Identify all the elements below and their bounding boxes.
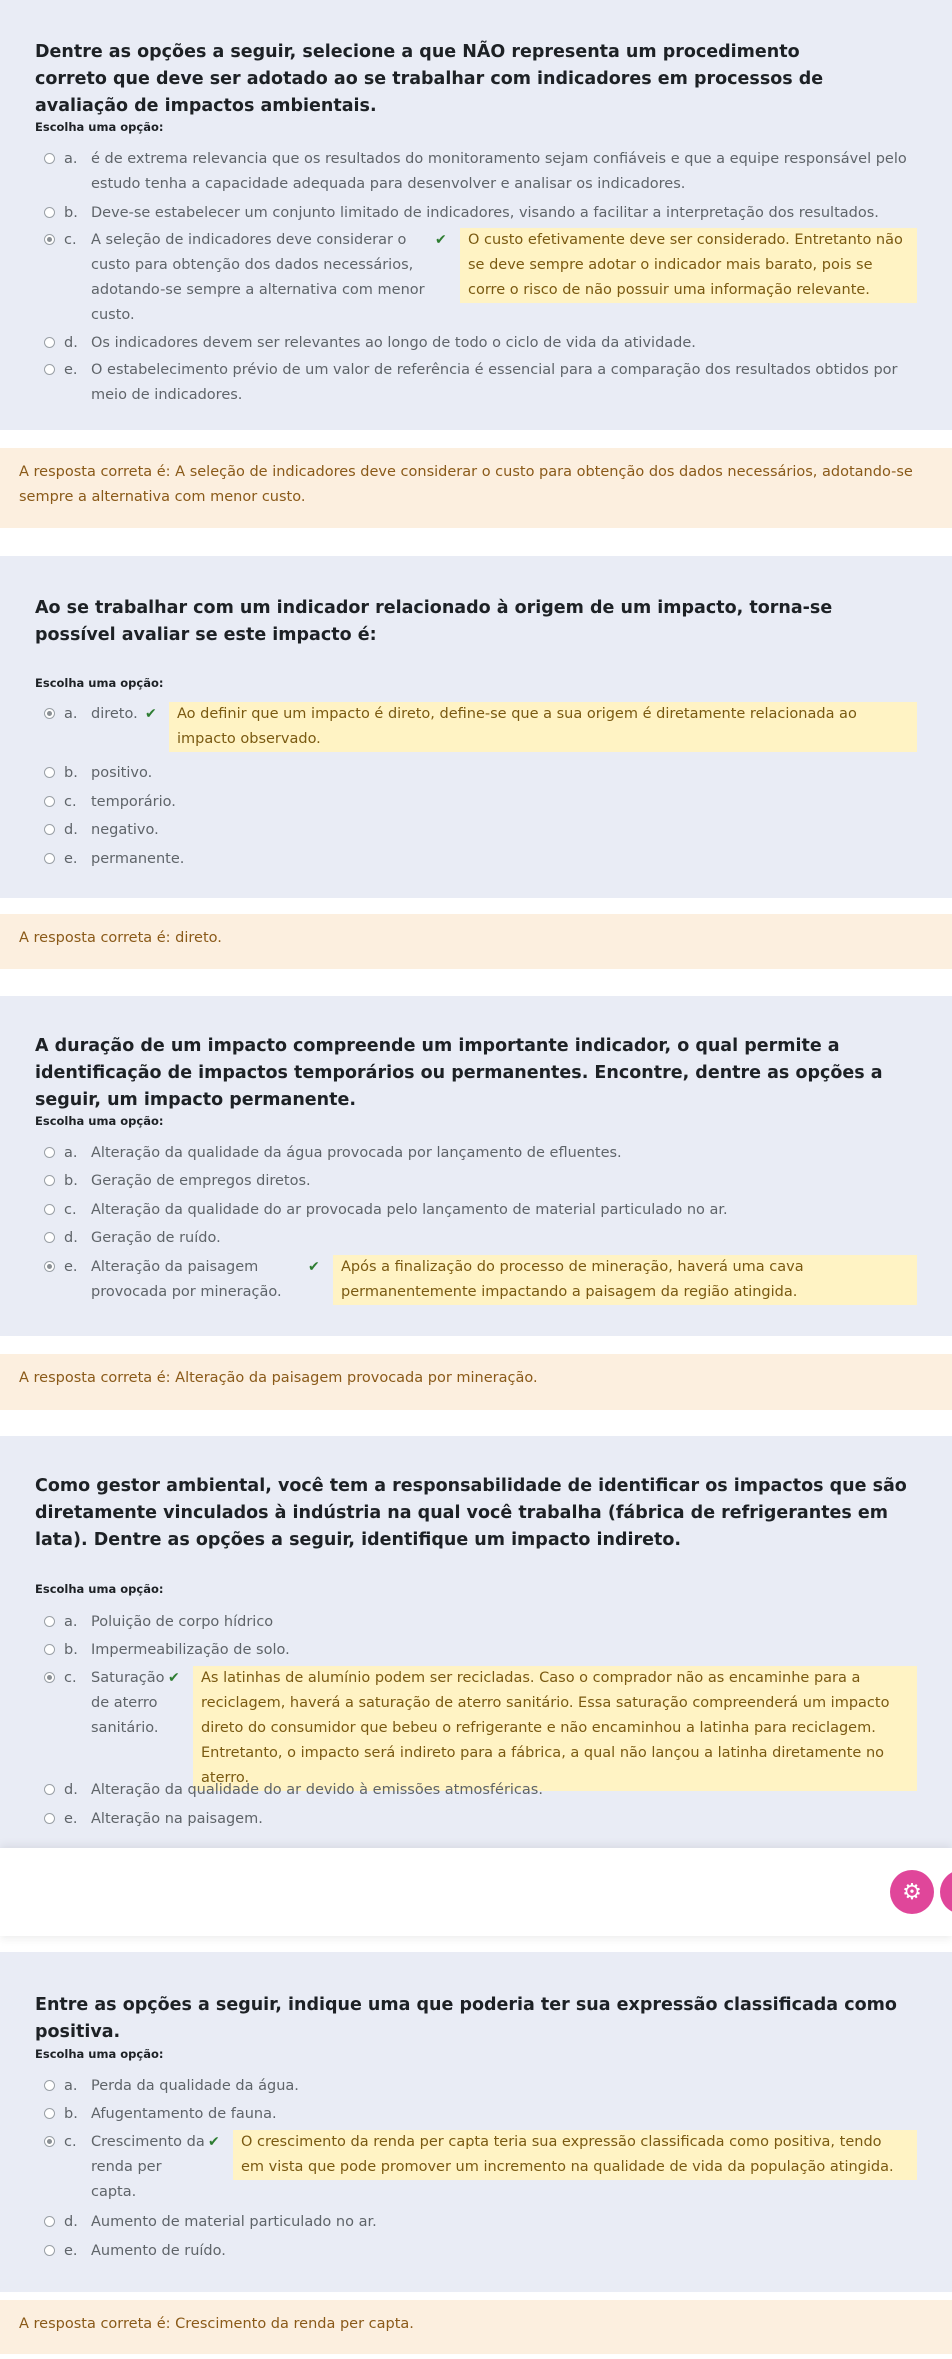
option-text: Saturação de aterro sanitário.: [91, 1670, 165, 1736]
option-c[interactable]: [35, 2130, 917, 2205]
option-text: permanente.: [91, 851, 185, 867]
option-letter: d.: [64, 1230, 78, 1246]
option-text: Aumento de ruído.: [91, 2243, 226, 2259]
option-letter: c.: [64, 232, 77, 248]
option-text: negativo.: [91, 822, 159, 838]
option-letter: c.: [64, 2134, 77, 2150]
radio-button[interactable]: [44, 1616, 55, 1627]
choose-option-label: Escolha uma opção:: [35, 2047, 164, 2061]
correct-answer: A resposta correta é: Alteração da paisagem provocada por mineração.: [0, 1354, 952, 1410]
option-text: O estabelecimento prévio de um valor de referência é essencial para a comparação dos resultados obtidos por meio de indicadores.: [91, 362, 898, 403]
radio-button[interactable]: [44, 1784, 55, 1795]
question-text: Ao se trabalhar com um indicador relacionado à origem de um impacto, torna-se possível avaliar se este impacto é:: [35, 598, 833, 645]
radio-button[interactable]: [44, 824, 55, 835]
option-a[interactable]: [35, 147, 917, 197]
option-text: Crescimento da renda per capta.: [91, 2134, 205, 2200]
option-text: Deve-se estabelecer um conjunto limitado de indicadores, visando a facilitar a interpretação dos resultados.: [91, 205, 879, 221]
option-letter: d.: [64, 822, 78, 838]
option-text: Perda da qualidade da água.: [91, 2078, 299, 2094]
option-letter: e.: [64, 1811, 78, 1827]
option-text: positivo.: [91, 765, 153, 781]
option-e[interactable]: [35, 358, 917, 408]
option-letter: b.: [64, 205, 78, 221]
option-text: Aumento de material particulado no ar.: [91, 2214, 377, 2230]
option-letter: b.: [64, 1642, 78, 1658]
option-feedback: Ao definir que um impacto é direto, define-se que a sua origem é diretamente relacionada ao impacto observado.: [169, 702, 917, 752]
option-letter: e.: [64, 1259, 78, 1275]
radio-button-selected[interactable]: [44, 1261, 55, 1272]
option-b[interactable]: [35, 2102, 917, 2127]
option-feedback: Após a finalização do processo de mineração, haverá uma cava permanentemente impactando a paisagem da região atingida.: [333, 1255, 917, 1305]
radio-button[interactable]: [44, 1232, 55, 1243]
question-text: A duração de um impacto compreende um importante indicador, o qual permite a identificação de impactos temporários ou permanentes. Encontre, dentre as opções a seguir, um impacto permanente.: [35, 1036, 883, 1110]
option-letter: c.: [64, 1202, 77, 1218]
option-text: Impermeabilização de solo.: [91, 1642, 290, 1658]
option-letter: d.: [64, 335, 78, 351]
correct-answer: A resposta correta é: A seleção de indicadores deve considerar o custo para obtenção dos dados necessários, adotando-se sempre a alternativa com menor custo.: [0, 448, 952, 528]
radio-button[interactable]: [44, 2108, 55, 2119]
option-letter: a.: [64, 2078, 78, 2094]
option-text: Geração de ruído.: [91, 1230, 221, 1246]
radio-button[interactable]: [44, 2245, 55, 2256]
checkmark-icon: ✔: [168, 1670, 180, 1686]
option-text: Alteração da qualidade da água provocada por lançamento de efluentes.: [91, 1145, 622, 1161]
option-e[interactable]: [35, 2239, 917, 2264]
floating-footer-bar: [0, 1848, 952, 1936]
checkmark-icon: ✔: [308, 1259, 320, 1275]
option-b[interactable]: [35, 1638, 917, 1663]
question-text: Entre as opções a seguir, indique uma que poderia ter sua expressão classificada como positiva.: [35, 1995, 897, 2042]
radio-button-selected[interactable]: [44, 2136, 55, 2147]
question-card-1: [0, 0, 952, 430]
option-text: é de extrema relevancia que os resultados do monitoramento sejam confiáveis e que a equipe responsável pelo estudo tenha a capacidade adequada para desenvolver e analisar os indicadores.: [91, 151, 907, 192]
question-text: Como gestor ambiental, você tem a responsabilidade de identificar os impactos que são diretamente vinculados à indústria na qual você trabalha (fábrica de refrigerantes em lata). Dentre as opções a seguir, identifique um impacto indireto.: [35, 1476, 907, 1550]
option-text: Afugentamento de fauna.: [91, 2106, 277, 2122]
option-feedback: As latinhas de alumínio podem ser recicladas. Caso o comprador não as encaminhe para a reciclagem, haverá a saturação de aterro sanitário. Essa saturação compreenderá um impacto direto do consumidor que bebeu o refrigerante e não encaminhou a latinha para reciclagem. Entretanto, o impacto será indireto para a fábrica, a qual não lançou a latinha diretamente no aterro.: [193, 1666, 917, 1791]
option-letter: e.: [64, 2243, 78, 2259]
question-card-2: [0, 556, 952, 898]
option-text: Geração de empregos diretos.: [91, 1173, 311, 1189]
radio-button[interactable]: [44, 796, 55, 807]
option-text: A seleção de indicadores deve considerar o custo para obtenção dos dados necessários, adotando-se sempre a alternativa com menor custo.: [91, 232, 425, 323]
radio-button-selected[interactable]: [44, 1672, 55, 1683]
option-a[interactable]: [35, 702, 917, 752]
option-c[interactable]: [35, 1198, 917, 1223]
option-letter: c.: [64, 794, 77, 810]
radio-button-selected[interactable]: [44, 708, 55, 719]
option-letter: a.: [64, 1145, 78, 1161]
option-text: Os indicadores devem ser relevantes ao longo de todo o ciclo de vida da atividade.: [91, 335, 696, 351]
radio-button[interactable]: [44, 767, 55, 778]
option-c[interactable]: [35, 790, 917, 815]
option-letter: b.: [64, 1173, 78, 1189]
choose-option-label: Escolha uma opção:: [35, 1582, 164, 1596]
option-d[interactable]: [35, 1778, 917, 1803]
option-letter: b.: [64, 2106, 78, 2122]
option-d[interactable]: [35, 331, 917, 356]
radio-button[interactable]: [44, 207, 55, 218]
option-a[interactable]: [35, 1610, 917, 1635]
checkmark-icon: ✔: [435, 232, 447, 248]
choose-option-label: Escolha uma opção:: [35, 120, 164, 134]
secondary-fab[interactable]: [940, 1870, 952, 1914]
option-text: Poluição de corpo hídrico: [91, 1614, 274, 1630]
option-letter: a.: [64, 1614, 78, 1630]
option-c[interactable]: [35, 1666, 917, 1786]
option-feedback: O crescimento da renda per capta teria sua expressão classificada como positiva, tendo em vista que pode promover um incremento na qualidade de vida da população atingida.: [233, 2130, 917, 2180]
radio-button[interactable]: [44, 2080, 55, 2091]
option-letter: b.: [64, 765, 78, 781]
option-e[interactable]: [35, 1807, 917, 1832]
radio-button[interactable]: [44, 337, 55, 348]
radio-button[interactable]: [44, 1813, 55, 1824]
checkmark-icon: ✔: [145, 706, 157, 722]
option-letter: d.: [64, 2214, 78, 2230]
correct-answer: A resposta correta é: direto.: [0, 914, 952, 969]
option-letter: a.: [64, 151, 78, 167]
option-b[interactable]: [35, 201, 917, 226]
radio-button[interactable]: [44, 1204, 55, 1215]
radio-button[interactable]: [44, 1175, 55, 1186]
choose-option-label: Escolha uma opção:: [35, 676, 164, 690]
option-text: temporário.: [91, 794, 176, 810]
radio-button[interactable]: [44, 853, 55, 864]
option-d[interactable]: [35, 818, 917, 843]
option-text: Alteração na paisagem.: [91, 1811, 263, 1827]
radio-button-selected[interactable]: [44, 234, 55, 245]
radio-button[interactable]: [44, 1147, 55, 1158]
option-letter: e.: [64, 362, 78, 378]
radio-button[interactable]: [44, 1644, 55, 1655]
option-letter: d.: [64, 1782, 78, 1798]
option-d[interactable]: [35, 2210, 917, 2235]
option-text: Alteração da paisagem provocada por mineração.: [91, 1259, 282, 1300]
option-text: Alteração da qualidade do ar provocada pelo lançamento de material particulado no ar.: [91, 1202, 728, 1218]
option-e[interactable]: [35, 1255, 917, 1305]
option-e[interactable]: [35, 847, 917, 872]
question-text: Dentre as opções a seguir, selecione a que NÃO representa um procedimento correto que deve ser adotado ao se trabalhar com indicadores em processos de avaliação de impactos ambientais.: [35, 42, 824, 116]
option-letter: a.: [64, 706, 78, 722]
choose-option-label: Escolha uma opção:: [35, 1114, 164, 1128]
question-card-4: [0, 1436, 952, 1848]
option-d[interactable]: [35, 1226, 917, 1251]
option-feedback: O custo efetivamente deve ser considerado. Entretanto não se deve sempre adotar o indicador mais barato, pois se corre o risco de não possuir uma informação relevante.: [460, 228, 917, 303]
option-text: direto.: [91, 706, 138, 722]
option-b[interactable]: [35, 1169, 917, 1194]
option-b[interactable]: [35, 761, 917, 786]
radio-button[interactable]: [44, 153, 55, 164]
option-a[interactable]: [35, 1141, 917, 1166]
option-a[interactable]: [35, 2074, 917, 2099]
option-letter: c.: [64, 1670, 77, 1686]
option-c[interactable]: [35, 228, 917, 328]
checkmark-icon: ✔: [208, 2134, 220, 2150]
option-letter: e.: [64, 851, 78, 867]
radio-button[interactable]: [44, 2216, 55, 2227]
question-card-5: [0, 1952, 952, 2292]
support-icon[interactable]: ⚙: [890, 1870, 934, 1914]
radio-button[interactable]: [44, 364, 55, 375]
option-text: Alteração da qualidade do ar devido à emissões atmosféricas.: [91, 1782, 543, 1798]
correct-answer: A resposta correta é: Crescimento da renda per capta.: [0, 2300, 952, 2354]
question-card-3: [0, 996, 952, 1336]
